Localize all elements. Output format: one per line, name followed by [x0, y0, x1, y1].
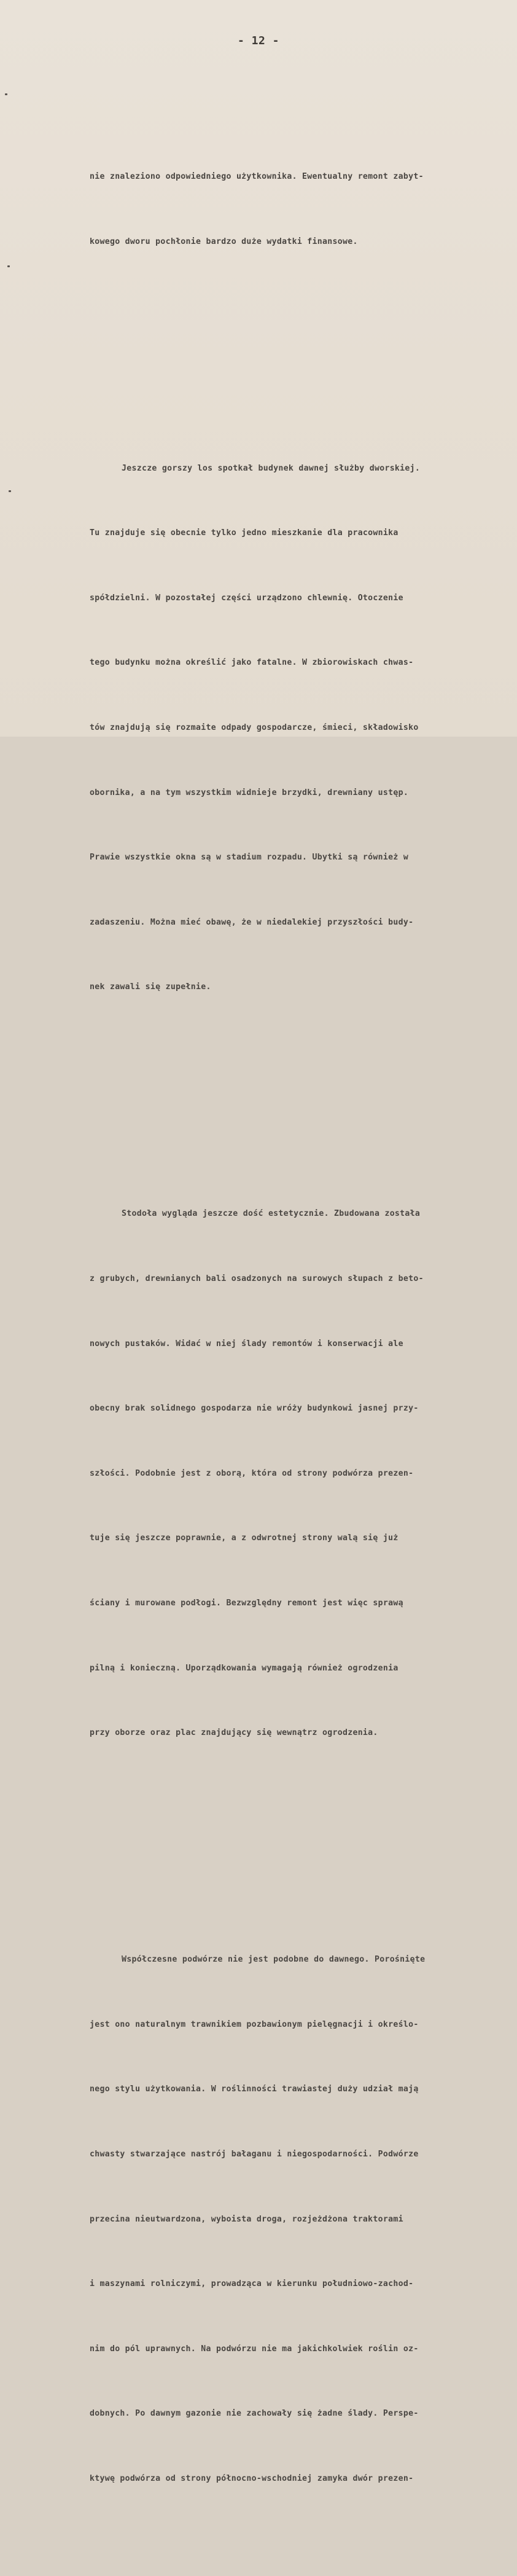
text-line: jest ono naturalnym trawnikiem pozbawionym pielęgnacji i określo- [90, 2019, 419, 2029]
text-line: szłości. Podobnie jest z oborą, która od strony podwórza prezen- [90, 1468, 414, 1478]
text-line: Stodoła wygląda jeszcze dość estetycznie. Zbudowana została [122, 1209, 421, 1219]
text-line: nek zawali się zupełnie. [90, 982, 211, 992]
text-line: nego stylu użytkowania. W roślinności trawiastej duży udział mają [90, 2085, 419, 2094]
text-line: ściany i murowane podłogi. Bezwzględny remont jest więc sprawą [90, 1598, 403, 1608]
text-line: tów znajdują się rozmaite odpady gospodarcze, śmieci, składowisko [90, 723, 419, 732]
text-line: Prawie wszystkie okna są w stadium rozpadu. Ubytki są również w [90, 853, 409, 863]
text-line: przy oborze oraz plac znajdujący się wewnątrz ogrodzenia. [90, 1728, 378, 1738]
text-line: obecny brak solidnego gospodarza nie wróży budynkowi jasnej przy- [90, 1404, 419, 1414]
text-line: Tu znajduje się obecnie tylko jedno mieszkanie dla pracownika [90, 528, 398, 538]
paragraph [90, 1906, 513, 2533]
text-line: nie znaleziono odpowiedniego użytkownika. Ewentualny remont zabyt- [90, 172, 424, 182]
paragraph [90, 414, 513, 1041]
text-line: przecina nieutwardzona, wyboista droga, rozjeżdżona traktorami [90, 2214, 403, 2224]
text-line: nowych pustaków. Widać w niej ślady remontów i konserwacji ale [90, 1339, 403, 1349]
text-line: tego budynku można określić jako fatalne. W zbiorowiskach chwas- [90, 658, 414, 668]
body-text [90, 58, 513, 2576]
text-line: spółdzielni. W pozostałej części urządzono chlewnię. Otoczenie [90, 593, 403, 603]
text-line: pilną i konieczną. Uporządkowania wymagają również ogrodzenia [90, 1663, 398, 1673]
text-line: obornika, a na tym wszystkim widnieje brzydki, drewniany ustęp. [90, 788, 409, 797]
text-line: chwasty stwarzające nastrój bałaganu i niegospodarności. Podwórze [90, 2149, 419, 2159]
text-line: i maszynami rolniczymi, prowadząca w kierunku południowo-zachod- [90, 2279, 414, 2289]
text-line: ktywę podwórza od strony północno-wschodniej zamyka dwór prezen- [90, 2473, 414, 2483]
paragraph [90, 1160, 513, 1787]
text-line: nim do pól uprawnych. Na podwórzu nie ma jakichkolwiek roślin oz- [90, 2344, 419, 2354]
text-line: Jeszcze gorszy los spotkał budynek dawnej służby dworskiej. [122, 463, 421, 473]
text-line: z grubych, drewnianych bali osadzonych na surowych słupach z beto- [90, 1274, 424, 1283]
text-line: dobnych. Po dawnym gazonie nie zachowały się żadne ślady. Perspe- [90, 2409, 419, 2419]
text-line: zadaszeniu. Można mieć obawę, że w niedalekiej przyszłości budy- [90, 917, 414, 927]
margin-mark [9, 490, 11, 492]
margin-mark [7, 265, 10, 267]
margin-mark [5, 93, 7, 95]
text-line: tuje się jeszcze poprawnie, a z odwrotnej strony walą się już [90, 1533, 398, 1543]
text-line: Współczesne podwórze nie jest podobne do dawnego. Porośnięte [122, 1955, 426, 1965]
text-line: kowego dworu pochłonie bardzo duże wydatki finansowe. [90, 237, 358, 246]
paragraph [90, 123, 513, 296]
page-number: - 12 - [237, 34, 280, 47]
